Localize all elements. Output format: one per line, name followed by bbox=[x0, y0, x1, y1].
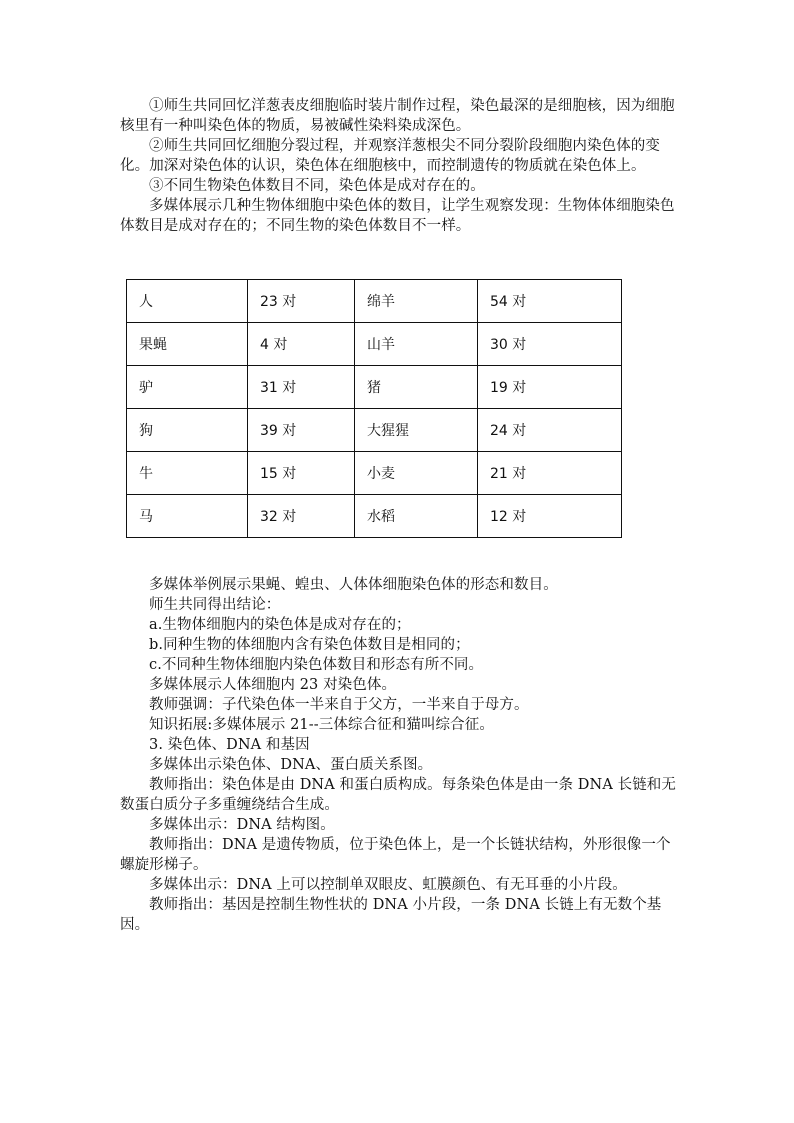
body-paragraph: 教师指出：染色体是由 DNA 和蛋白质构成。每条染色体是由一条 DNA 长链和无数蛋白质分子多重缠绕结合生成。 bbox=[120, 777, 677, 813]
count-cell: 21 对 bbox=[478, 452, 622, 495]
table-row bbox=[127, 366, 622, 409]
section-heading: 3. 染色体、DNA 和基因 bbox=[149, 737, 310, 753]
table-row bbox=[127, 409, 622, 452]
count-cell: 31 对 bbox=[248, 366, 355, 409]
organism-cell: 绵羊 bbox=[355, 280, 478, 323]
count-cell: 15 对 bbox=[248, 452, 355, 495]
body-paragraph: 多媒体出示染色体、DNA、蛋白质关系图。 bbox=[149, 757, 433, 773]
count-cell: 12 对 bbox=[478, 495, 622, 538]
count-cell: 32 对 bbox=[248, 495, 355, 538]
conclusion-item-c: c.不同种生物体细胞内染色体数目和形态有所不同。 bbox=[149, 657, 484, 673]
count-cell: 30 对 bbox=[478, 323, 622, 366]
organism-cell: 马 bbox=[127, 495, 248, 538]
organism-cell: 果蝇 bbox=[127, 323, 248, 366]
table-row bbox=[127, 495, 622, 538]
chromosome-count-table bbox=[126, 279, 622, 538]
table-row bbox=[127, 323, 622, 366]
count-cell: 39 对 bbox=[248, 409, 355, 452]
organism-cell: 小麦 bbox=[355, 452, 478, 495]
intro-section bbox=[120, 96, 680, 236]
count-cell: 4 对 bbox=[248, 323, 355, 366]
body-paragraph: 多媒体举例展示果蝇、蝗虫、人体体细胞染色体的形态和数目。 bbox=[149, 577, 558, 593]
lower-section bbox=[120, 575, 680, 935]
count-cell: 54 对 bbox=[478, 280, 622, 323]
intro-paragraph-4: 多媒体展示几种生物体细胞中染色体的数目，让学生观察发现：生物体体细胞染色体数目是成对存在的；不同生物的染色体数目不一样。 bbox=[120, 198, 675, 234]
organism-cell: 狗 bbox=[127, 409, 248, 452]
organism-cell: 水稻 bbox=[355, 495, 478, 538]
intro-paragraph-1: ①师生共同回忆洋葱表皮细胞临时装片制作过程，染色最深的是细胞核，因为细胞核里有一种叫染色体的物质，易被碱性染料染成深色。 bbox=[120, 98, 675, 134]
organism-cell: 牛 bbox=[127, 452, 248, 495]
body-paragraph: 多媒体出示：DNA 上可以控制单双眼皮、虹膜颜色、有无耳垂的小片段。 bbox=[149, 877, 627, 893]
table-row bbox=[127, 280, 622, 323]
organism-cell: 人 bbox=[127, 280, 248, 323]
body-paragraph: 多媒体展示人体细胞内 23 对染色体。 bbox=[149, 677, 397, 693]
body-paragraph: 教师指出：基因是控制生物性状的 DNA 小片段，一条 DNA 长链上有无数个基因。 bbox=[120, 897, 662, 933]
organism-cell: 猪 bbox=[355, 366, 478, 409]
conclusion-item-b: b.同种生物的体细胞内含有染色体数目是相同的； bbox=[149, 637, 470, 653]
intro-paragraph-2: ②师生共同回忆细胞分裂过程，并观察洋葱根尖不同分裂阶段细胞内染色体的变化。加深对染色体的认识，染色体在细胞核中，而控制遗传的物质就在染色体上。 bbox=[120, 138, 660, 174]
body-paragraph: 知识拓展:多媒体展示 21--三体综合征和猫叫综合征。 bbox=[149, 717, 494, 733]
conclusion-item-a: a.生物体细胞内的染色体是成对存在的； bbox=[149, 617, 411, 633]
body-paragraph: 教师强调：子代染色体一半来自于父方，一半来自于母方。 bbox=[149, 697, 529, 713]
count-cell: 19 对 bbox=[478, 366, 622, 409]
organism-cell: 山羊 bbox=[355, 323, 478, 366]
body-paragraph: 教师指出：DNA 是遗传物质，位于染色体上，是一个长链状结构，外形很像一个螺旋形梯子。 bbox=[120, 837, 671, 873]
body-paragraph: 多媒体出示：DNA 结构图。 bbox=[149, 817, 335, 833]
body-paragraph: 师生共同得出结论： bbox=[149, 597, 281, 613]
table-row bbox=[127, 452, 622, 495]
intro-paragraph-3: ③不同生物染色体数目不同，染色体是成对存在的。 bbox=[149, 178, 485, 194]
count-cell: 23 对 bbox=[248, 280, 355, 323]
organism-cell: 驴 bbox=[127, 366, 248, 409]
count-cell: 24 对 bbox=[478, 409, 622, 452]
organism-cell: 大猩猩 bbox=[355, 409, 478, 452]
